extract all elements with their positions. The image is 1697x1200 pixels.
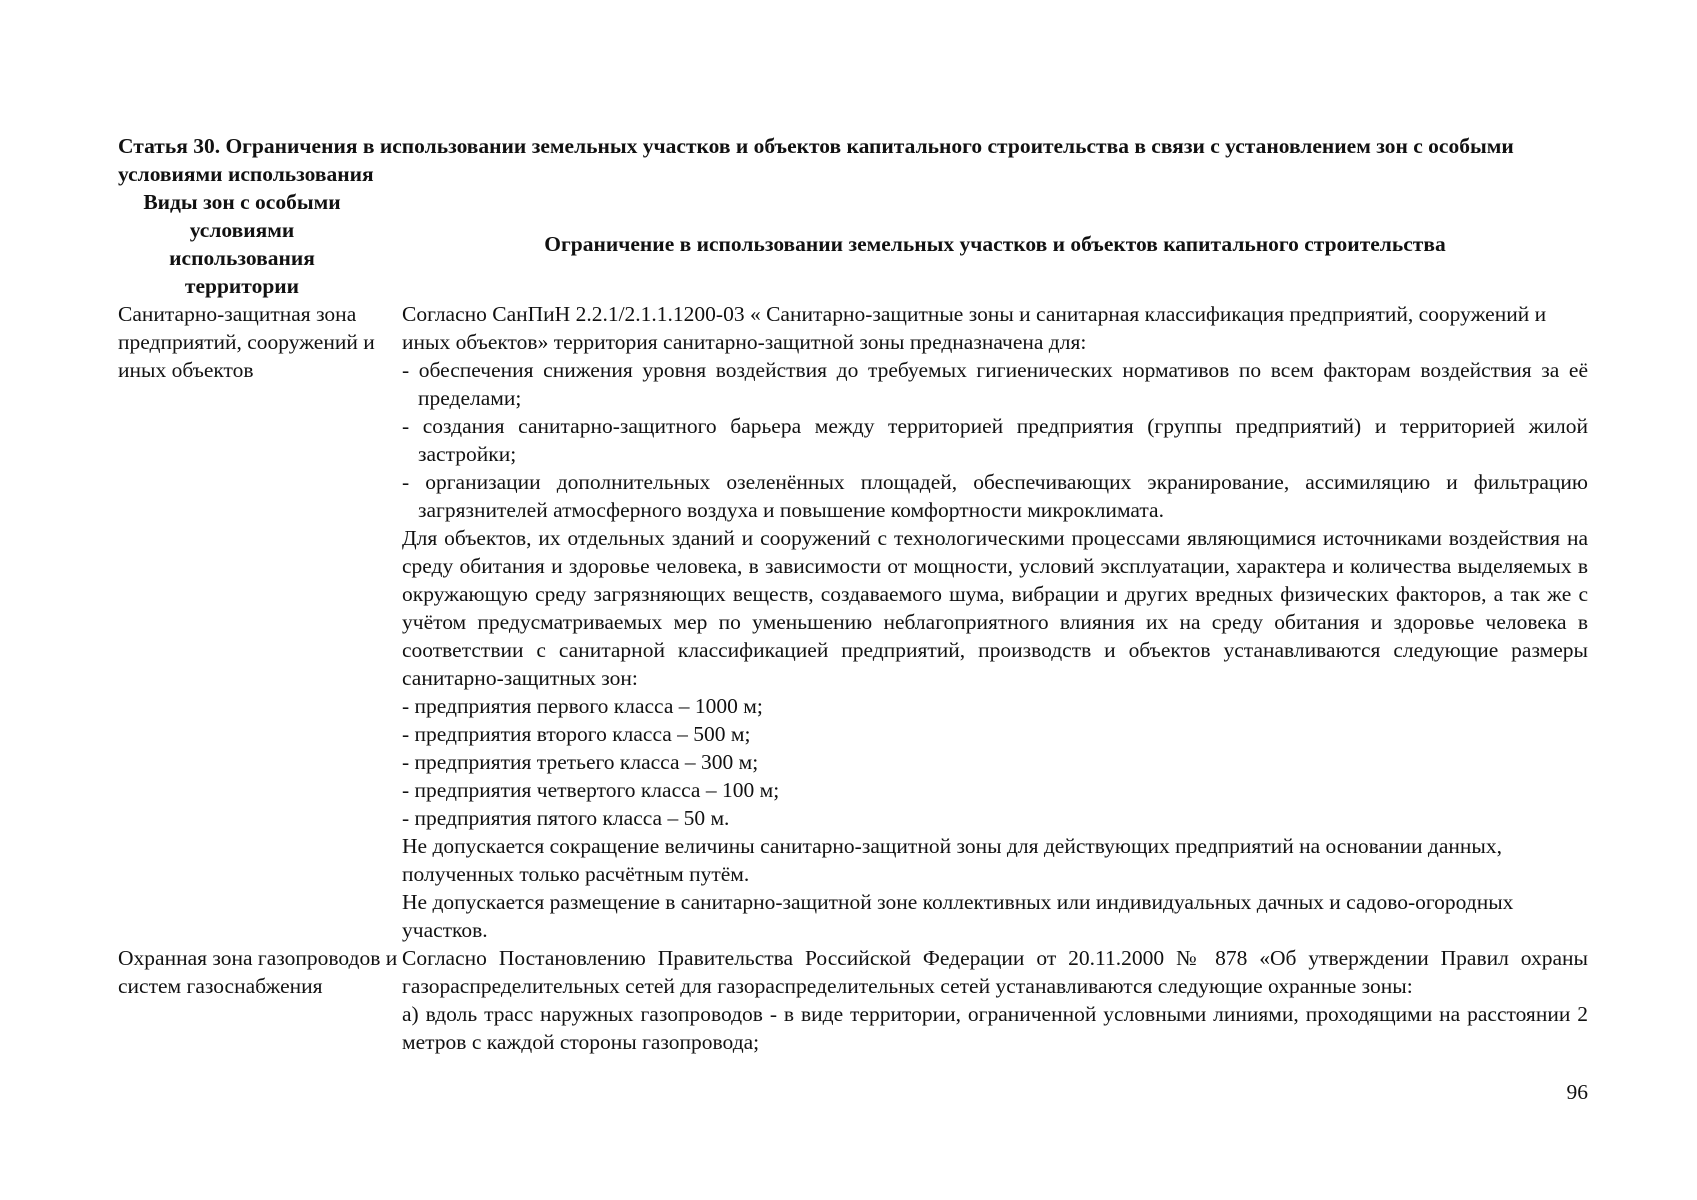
article-title: Статья 30. Ограничения в использовании земельных участков и объектов капитального строительства в связи с установлением зон с особыми условиями использования <box>118 134 1514 186</box>
list-item: - предприятия пятого класса – 50 м. <box>402 806 730 830</box>
list-item: а) вдоль трасс наружных газопроводов - в виде территории, ограниченной условными линиями, проходящими на расстоянии 2 метров с каждой стороны газопровода; <box>402 1002 1588 1054</box>
zones-table <box>118 188 1588 1056</box>
sizes-intro: Для объектов, их отдельных зданий и сооружений с технологическими процессами являющимися источниками воздействия на среду обитания и здоровье человека, в зависимости от мощности, условий эксплуатации, характера и количества выделяемых в окружающую среду загрязняющих веществ, создаваемого шума, вибрации и других вредных физических факторов, а так же с учётом предусматриваемых мер по уменьшению неблагоприятного влияния их на среду обитания и здоровье человека в соответствии с санитарной классификацией предприятий, производств и объектов устанавливаются следующие размеры санитарно-защитных зон: <box>402 526 1588 690</box>
restriction-text: Не допускается размещение в санитарно-защитной зоне коллективных или индивидуальных дачных и садово-огородных участков. <box>402 890 1514 942</box>
zone-restrictions <box>402 944 1588 1056</box>
zone-name: Охранная зона газопроводов и систем газоснабжения <box>118 946 398 998</box>
list-item: - предприятия четвертого класса – 100 м; <box>402 778 780 802</box>
zone-name: Санитарно-защитная зона предприятий, сооружений и иных объектов <box>118 302 375 382</box>
list-item: - предприятия третьего класса – 300 м; <box>402 750 759 774</box>
table-row <box>118 300 1588 944</box>
table-row <box>118 944 1588 1056</box>
list-item: - организации дополнительных озеленённых площадей, обеспечивающих экранирование, ассимиляцию и фильтрацию загрязнителей атмосферного воздуха и повышение комфортности микроклимата. <box>402 470 1588 522</box>
page-number: 96 <box>1566 1080 1588 1104</box>
header-zone-types: Виды зон с особыми условиями использования территории <box>143 190 341 298</box>
table-header-row <box>118 188 1588 300</box>
zone-restrictions <box>402 300 1588 944</box>
document-page <box>118 132 1588 1056</box>
resolution-intro: Согласно Постановлению Правительства Российской Федерации от 20.11.2000 № 878 «Об утверждении Правил охраны газораспределительных сетей для газораспределительных сетей устанавливаются следующие охранные зоны: <box>402 946 1588 998</box>
header-restrictions: Ограничение в использовании земельных участков и объектов капитального строительства <box>544 232 1446 256</box>
list-item: - создания санитарно-защитного барьера между территорией предприятия (группы предприятий) и территорией жилой застройки; <box>402 414 1588 466</box>
sanpin-intro: Согласно СанПиН 2.2.1/2.1.1.1200-03 « Санитарно-защитные зоны и санитарная классификация предприятий, сооружений и иных объектов» территория санитарно-защитной зоны предназначена для: <box>402 302 1547 354</box>
list-item: - обеспечения снижения уровня воздействия до требуемых гигиенических нормативов по всем факторам воздействия за её пределами; <box>402 358 1588 410</box>
list-item: - предприятия первого класса – 1000 м; <box>402 694 763 718</box>
restriction-text: Не допускается сокращение величины санитарно-защитной зоны для действующих предприятий на основании данных, полученных только расчётным путём. <box>402 834 1502 886</box>
list-item: - предприятия второго класса – 500 м; <box>402 722 751 746</box>
